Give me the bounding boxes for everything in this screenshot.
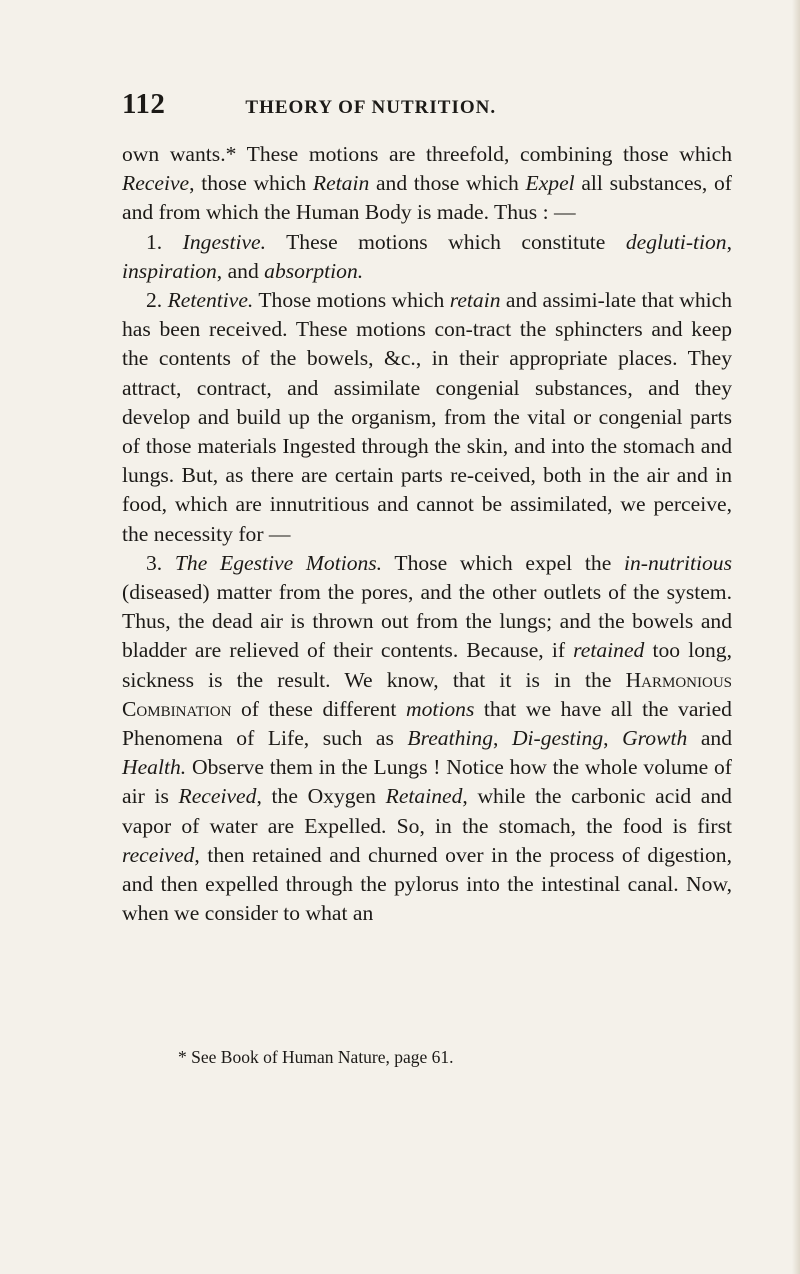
text-run: and those which bbox=[369, 171, 526, 196]
emphasis: degluti-tion bbox=[625, 229, 727, 254]
emphasis: Receive bbox=[122, 171, 190, 196]
emphasis: Retained bbox=[385, 784, 463, 809]
emphasis: in-nutritious bbox=[624, 550, 732, 575]
emphasis: Di-gesting bbox=[511, 726, 604, 751]
running-head: THEORY OF NUTRITION. bbox=[245, 97, 497, 118]
emphasis: retained bbox=[573, 638, 645, 663]
emphasis: Growth bbox=[622, 726, 688, 751]
text-run: , bbox=[493, 726, 512, 751]
paragraph-retentive bbox=[122, 286, 732, 549]
text-run: (diseased) matter from the pores, and the other outlets of the system. Thus, the dead air is thrown out from the lungs; and the bowels and bladder are relieved of their contents. Because, if bbox=[122, 580, 732, 663]
emphasis: inspiration bbox=[122, 258, 217, 283]
emphasis: absorption. bbox=[264, 258, 364, 283]
text-run: that we have all the varied Phenomena of Life, such as bbox=[122, 696, 732, 751]
paragraph-intro bbox=[122, 140, 732, 228]
list-number: 3. bbox=[146, 550, 175, 575]
text-run: own wants.* These motions are threefold, combining those which bbox=[122, 142, 732, 166]
text-run: , bbox=[603, 726, 623, 751]
page-number: 112 bbox=[122, 88, 166, 120]
emphasis: Expel bbox=[525, 171, 575, 196]
text-run: Those which expel the bbox=[382, 550, 625, 575]
section-heading: The Egestive Motions. bbox=[174, 550, 383, 575]
text-run: Those motions which bbox=[253, 288, 450, 313]
list-number: 1. bbox=[146, 229, 183, 254]
emphasis: Health. bbox=[122, 755, 187, 780]
emphasis: Breathing bbox=[407, 726, 493, 751]
text-run: , and bbox=[216, 258, 265, 283]
emphasis: retain bbox=[449, 288, 501, 313]
small-caps-term: Harmonious Combination bbox=[122, 667, 732, 721]
text-run: and assimi-late that which has been received. These motions con-tract the sphincters and keep the contents of the bowels, &c., in their appropriate places. They attract, contract, and assimilate congenial substances, and they develop and build up the organism, from the vital or congenial parts of those materials Ingested through the skin, and into the stomach and lungs. But, as there are certain parts re-ceived, both in the air and in food, which are innutritious and cannot be assimilated, we perceive, the necessity for — bbox=[122, 288, 733, 546]
emphasis: Received bbox=[178, 784, 257, 809]
paragraph-ingestive bbox=[122, 228, 732, 286]
text-run: , those which bbox=[189, 171, 313, 196]
emphasis: Retain bbox=[312, 171, 370, 196]
text-run: and bbox=[687, 726, 733, 751]
text-run: These motions which constitute bbox=[266, 229, 626, 254]
text-run: , while the carbonic acid and vapor of water are Expelled. So, in the stomach, the food is first bbox=[122, 784, 732, 838]
section-heading: Ingestive. bbox=[182, 229, 267, 254]
page-edge-shadow bbox=[792, 0, 800, 1274]
paragraph-egestive bbox=[122, 549, 732, 929]
body-text bbox=[122, 140, 732, 928]
footnote: * See Book of Human Nature, page 61. bbox=[178, 1047, 454, 1067]
section-heading: Retentive. bbox=[167, 288, 254, 313]
text-run: , bbox=[726, 229, 733, 254]
page-header bbox=[122, 88, 742, 128]
text-run: all substances, of and from which the Human Body is made. Thus : — bbox=[122, 171, 732, 225]
text-run: , then retained and churned over in the process of digestion, and then expelled through the pylorus into the intestinal canal. Now, when we consider to what an bbox=[122, 842, 732, 926]
text-run: Observe them in the Lungs ! Notice how the whole volume of air is bbox=[122, 755, 732, 809]
list-number: 2. bbox=[146, 288, 168, 313]
text-run: too long, sickness is the result. We know, that it is in the bbox=[122, 638, 732, 692]
text-run: of these different bbox=[231, 696, 406, 721]
emphasis: motions bbox=[405, 696, 475, 721]
text-run: , the Oxygen bbox=[256, 784, 386, 809]
emphasis: received bbox=[122, 842, 195, 867]
